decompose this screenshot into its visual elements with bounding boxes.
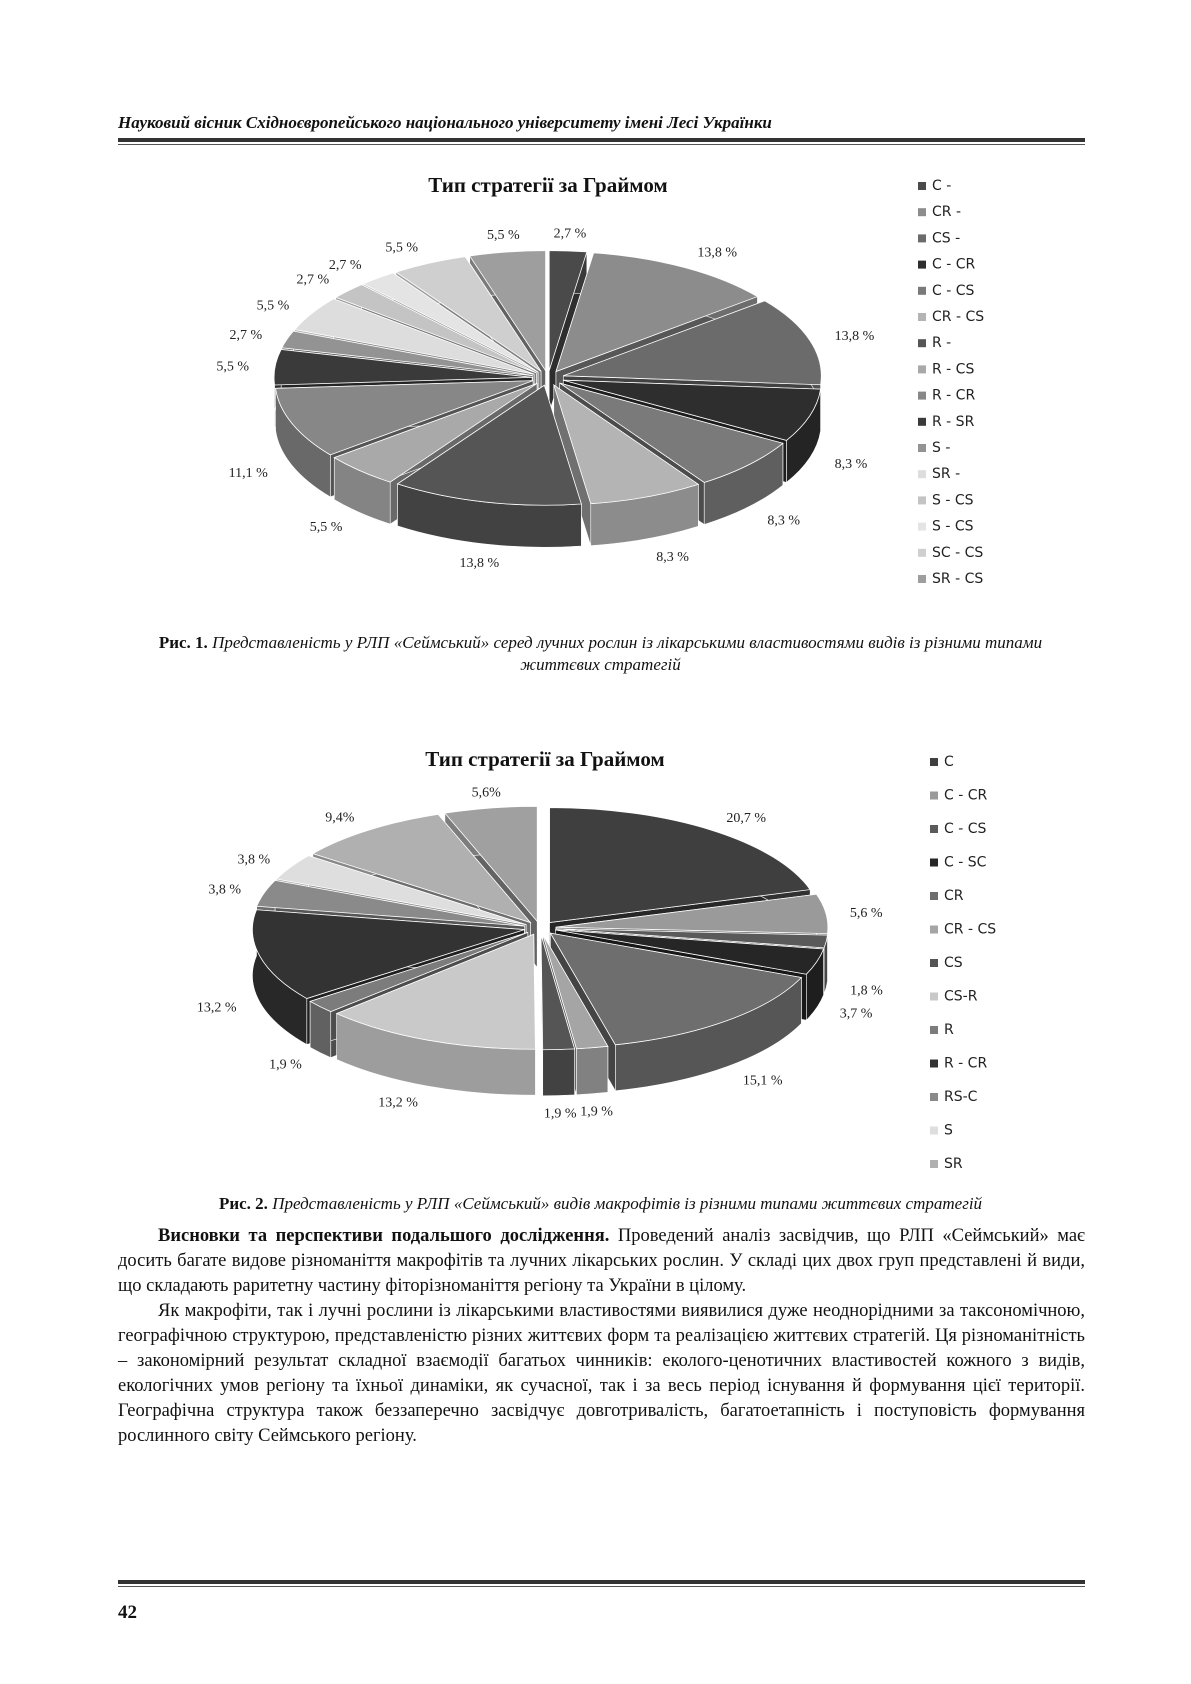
data-label: 13,2 % [196,1000,237,1016]
data-label: 9,4% [325,810,355,826]
data-label: 13,2 % [378,1095,418,1111]
paragraph-1-rest: Проведений аналіз засвідчив, що РЛП «Сеймський» має досить багате видове різноманіття макрофітів та лучних лікарських рослин. У складі цих двох груп представлені й види, що складають раритетну частину фіторізноманіття регіону та України в цілому. [118,1226,1085,1296]
figure-1-caption-text: Представленість у РЛП «Сеймський» серед лучних рослин із лікарськими властивостями видів із різними типами життєвих стратегій [212,633,1043,674]
legend-swatch [930,1160,938,1168]
legend-label: C - CR [932,256,976,273]
legend-label: S [944,1122,953,1139]
legend-label: CS - [932,230,961,247]
legend-swatch [930,926,938,934]
legend-swatch [918,392,926,400]
legend-swatch [930,792,938,800]
legend-swatch [918,339,926,347]
paragraph-1 [118,1224,1085,1299]
figure-2-pie-chart [0,738,1191,1178]
legend-swatch [918,418,926,426]
legend-label: CR - CS [932,309,985,325]
legend-swatch [918,575,926,583]
data-label: 1,9 % [580,1104,613,1120]
legend-label: R - CR [944,1055,988,1072]
header-rule-thin [118,144,1085,145]
footer-rule-thin [118,1586,1085,1587]
legend-swatch [918,182,926,190]
legend-swatch [930,1127,938,1135]
legend-swatch [930,825,938,833]
paragraph-2: Як макрофіти, так і лучні рослини із лікарськими властивостями виявилися дуже неоднорідними за таксономічною, географічною структурою, представленістю різних життєвих форм та реалізацією життєвих стратегій. Ця різноманітність – закономірний результат складної взаємодії багатьох чинників: еколого-ценотичних властивостей кожного з видів, екологічних умов регіону та їхньої динаміки, як сучасної, так і за весь період існування й формування цієї території. Географічна структура також беззаперечно засвідчує довготривалість, багатоетапність і поступовість формування рослинного світу Сеймського регіону. [118,1301,1085,1446]
data-label: 13,8 % [834,328,875,344]
data-label: 13,8 % [459,555,500,571]
data-label: 2,7 % [328,257,362,273]
data-label: 8,3 % [656,549,689,565]
legend-swatch [930,892,938,900]
legend-swatch [930,1026,938,1034]
legend-label: SR [944,1156,963,1172]
legend-label: R - CS [932,361,975,378]
header-rule [118,138,1085,142]
legend-label: SR - [932,466,961,483]
page-number: 42 [118,1602,137,1623]
legend-label: R - [932,335,952,352]
legend-label: R [944,1022,954,1038]
legend-swatch [918,496,926,504]
legend-swatch [918,287,926,295]
data-label: 15,1 % [742,1073,783,1089]
legend-swatch [918,523,926,531]
legend-label: C - [932,178,952,194]
legend-label: CS-R [944,988,978,1005]
data-label: 2,7 % [229,327,263,343]
data-label: 2,7 % [296,272,330,288]
footer-rule [118,1580,1085,1584]
data-label: 1,9 % [269,1057,302,1073]
legend-label: CR - CS [944,921,997,938]
legend-label: C - CS [932,282,975,299]
data-label: 8,3 % [767,513,801,529]
paragraph-1-lead: Висновки та перспективи подальшого дослідження. [158,1226,610,1246]
legend-label: C - SC [944,854,987,871]
data-label: 13,8 % [697,245,738,261]
legend-label: S - CS [932,492,974,509]
legend-label: RS-C [944,1089,978,1105]
legend-label: S - CS [932,518,974,535]
legend-label: CS [944,955,963,971]
figure-1-number: Рис. 1. [158,633,208,652]
figure-2 [0,738,1191,1178]
legend-label: C - CR [944,787,988,804]
legend-label: SR - CS [932,571,984,587]
legend-swatch [918,549,926,557]
data-label: 1,8 % [850,983,883,999]
legend-swatch [930,1060,938,1068]
data-label: 8,3 % [834,457,868,473]
data-label: 5,5 % [385,240,419,256]
legend-swatch [930,959,938,967]
legend-swatch [930,758,938,766]
data-label: 20,7 % [726,810,767,826]
legend-swatch [918,444,926,452]
data-label: 3,8 % [237,852,271,868]
legend-label: R - SR [932,413,975,430]
legend-label: CR - [932,204,962,221]
legend-label: CR [944,888,964,904]
legend-swatch [930,859,938,867]
legend-swatch [918,470,926,478]
data-label: 5,5 % [487,227,520,243]
figure-1-caption [118,632,1083,676]
data-label: 3,7 % [839,1006,873,1022]
data-label: 1,9 % [543,1106,577,1122]
legend-swatch [930,1093,938,1101]
legend-label: R - CR [932,387,976,404]
figure-1 [0,160,1191,610]
legend-swatch [918,234,926,242]
data-label: 5,5 % [216,359,250,375]
data-label: 5,6% [471,785,501,801]
chart-title: Тип стратегії за Граймом [425,747,665,771]
legend-swatch [918,261,926,269]
legend-label: C - CS [944,821,987,837]
figure-2-caption-text: Представленість у РЛП «Сеймський» видів макрофітів із різними типами життєвих стратегій [272,1194,983,1213]
figure-2-number: Рис. 2. [218,1194,268,1213]
data-label: 5,5 % [309,520,343,536]
figure-2-caption [118,1193,1083,1215]
data-label: 5,5 % [256,298,290,314]
running-header: Науковий вісник Східноєвропейського національного університету імені Лесі Українки [118,113,772,132]
data-label: 11,1 % [228,466,268,482]
legend-swatch [918,365,926,373]
legend-swatch [918,208,926,216]
data-label: 2,7 % [553,226,587,242]
legend-label: C [944,754,954,770]
chart-title: Тип стратегії за Граймом [428,173,668,197]
data-label: 3,8 % [208,882,242,898]
figure-1-pie-chart [0,160,1191,610]
legend-label: S - [932,440,951,456]
data-label: 5,6 % [849,905,883,921]
legend-label: SC - CS [932,544,984,561]
conclusions-text [118,1224,1085,1449]
legend-swatch [930,993,938,1001]
legend-swatch [918,313,926,321]
